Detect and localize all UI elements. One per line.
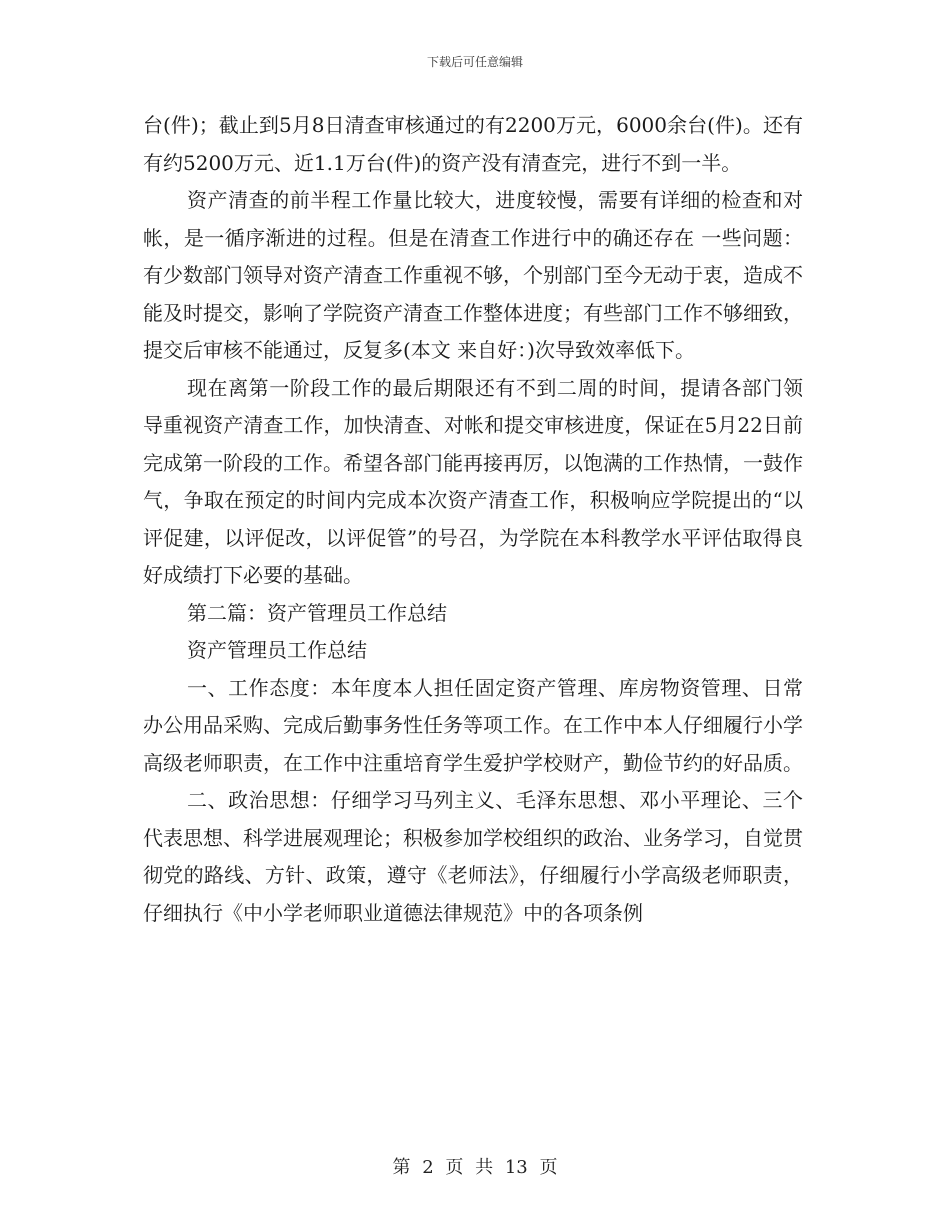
paragraph-1: 台(件)；截止到5月8日清查审核通过的有2200万元，6000余台(件)。还有有约5200万元、近1.1万台(件)的资产没有清查完，进行不到一半。 bbox=[143, 113, 803, 175]
header-note: 下载后可任意编辑 bbox=[426, 55, 523, 69]
paragraph-3: 现在离第一阶段工作的最后期限还有不到二周的时间，提请各部门领导重视资产清查工作，加快清查、对帐和提交审核进度，保证在5月22日前完成第一阶段的工作。希望各部门能再接再厉，以饱满的工作热情，一鼓作气，争取在预定的时间内完成本次资产清查工作，积极响应学院提出的“以评促建，以评促改，以评促管”的号召，为学院在本科教学水平评估取得良好成绩打下必要的基础。 bbox=[143, 375, 803, 587]
section-heading: 第二篇：资产管理员工作总结 bbox=[187, 600, 447, 625]
document-body bbox=[143, 107, 803, 932]
section-subtitle: 资产管理员工作总结 bbox=[187, 638, 367, 662]
paragraph-2: 资产清查的前半程工作量比较大，进度较慢，需要有详细的检查和对帐，是一循序渐进的过程。但是在清查工作进行中的确还存在 一些问题：有少数部门领导对资产清查工作重视不够，个别部门至今无动于衷，造成不能及时提交，影响了学院资产清查工作整体进度；有些部门工作不够细致，提交后审核不能通过，反复多(本文 来自好：)次导致效率低下。 bbox=[143, 188, 803, 362]
paragraph-work-attitude: 一、工作态度：本年度本人担任固定资产管理、库房物资管理、日常办公用品采购、完成后勤事务性任务等项工作。在工作中本人仔细履行小学高级老师职责，在工作中注重培育学生爱护学校财产，勤俭节约的好品质。 bbox=[143, 675, 803, 775]
paragraph-political-thought: 二、政治思想：仔细学习马列主义、毛泽东思想、邓小平理论、三个代表思想、科学进展观理论；积极参加学校组织的政治、业务学习，自觉贯彻党的路线、方针、政策，遵守《老师法》，仔细履行小学高级老师职责，仔细执行《中小学老师职业道德法律规范》中的各项条例 bbox=[143, 788, 803, 925]
page-number-footer: 第 2 页 共 13 页 bbox=[392, 1157, 558, 1178]
